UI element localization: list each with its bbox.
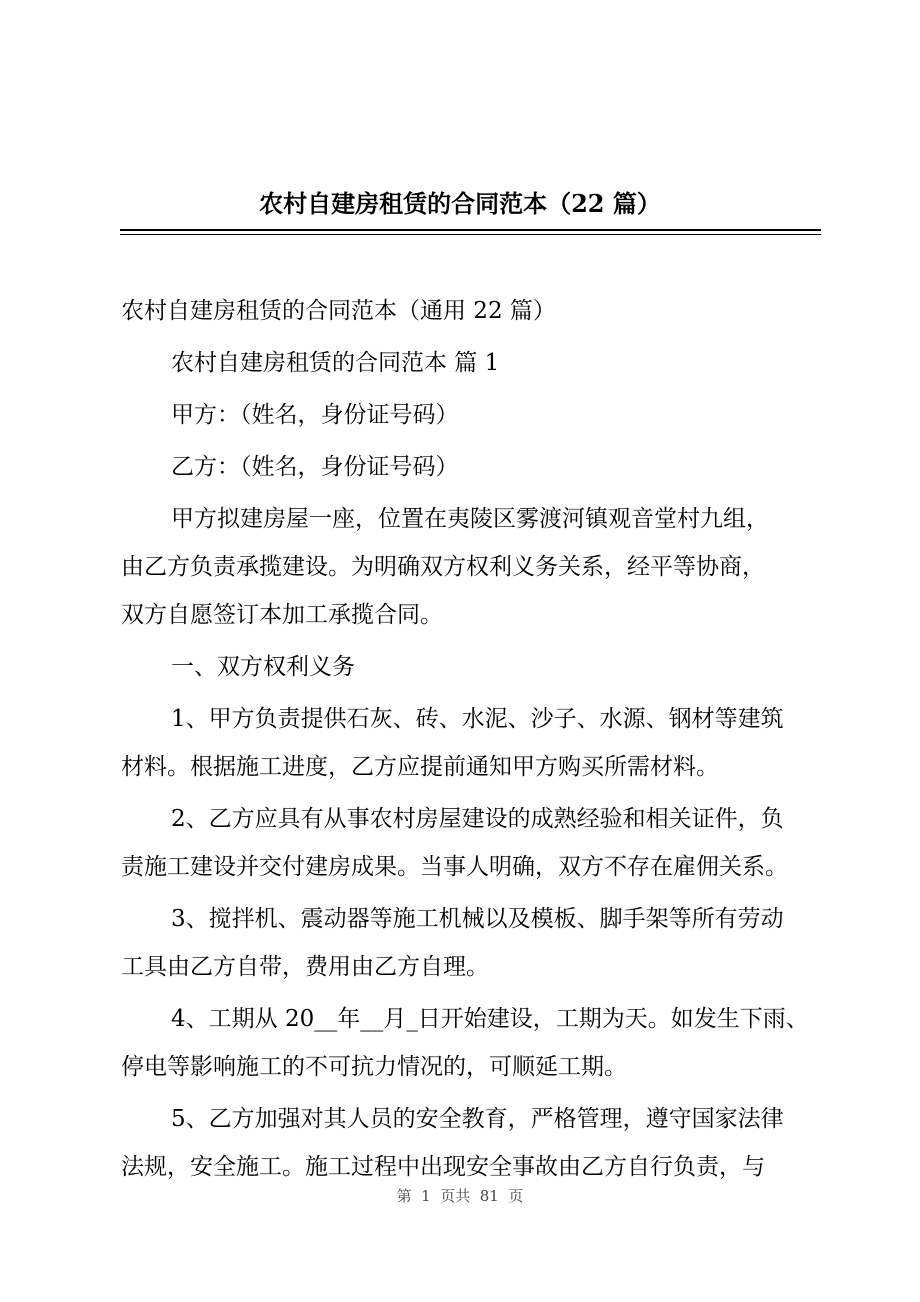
paragraph-clause-2 [121,802,831,902]
paragraph-subtitle: 农村自建房租赁的合同范本（通用 22 篇） [121,298,556,324]
paragraph-line: 双方自愿签订本加工承揽合同。 [121,602,443,628]
document-title: 农村自建房租赁的合同范本（22 篇） [259,189,661,218]
paragraph-clause-1 [121,702,831,802]
paragraph-party-a: 甲方：（姓名，身份证号码） [171,402,459,428]
paragraph-line: 2、乙方应具有从事农村房屋建设的成熟经验和相关证件，负 [171,806,784,832]
paragraph-intro [121,502,831,650]
paragraph-line: 4、工期从 20__年__月_日开始建设，工期为天。如发生下雨、 [171,1006,809,1032]
paragraph-clause-5 [121,1102,831,1198]
paragraph-line: 由乙方负责承揽建设。为明确双方权利义务关系，经平等协商， [121,554,765,580]
title-rule-thick [120,229,821,231]
paragraph-line: 甲方拟建房屋一座，位置在夷陵区雾渡河镇观音堂村九组， [171,506,769,532]
paragraph-rights-heading: 一、双方权利义务 [171,654,355,680]
page-footer: 第 1 页共 81 页 [396,1187,524,1205]
paragraph-line: 责施工建设并交付建房成果。当事人明确，双方不存在雇佣关系。 [121,854,788,880]
paragraph-line: 3、搅拌机、震动器等施工机械以及模板、脚手架等所有劳动 [171,906,784,932]
title-rule-thin [120,234,821,235]
document-body [121,294,831,1198]
paragraph-party-b: 乙方：（姓名，身份证号码） [171,454,459,480]
paragraph-line: 5、乙方加强对其人员的安全教育，严格管理，遵守国家法律 [171,1106,784,1132]
paragraph-line: 停电等影响施工的不可抗力情况的，可顺延工期。 [121,1054,627,1080]
paragraph-line: 1、甲方负责提供石灰、砖、水泥、沙子、水源、钢材等建筑 [171,706,784,732]
paragraph-clause-4 [121,1002,831,1102]
paragraph-line: 材料。根据施工进度，乙方应提前通知甲方购买所需材料。 [121,754,719,780]
paragraph-line: 法规，安全施工。施工过程中出现安全事故由乙方自行负责，与 [121,1154,765,1180]
paragraph-line: 工具由乙方自带，费用由乙方自理。 [121,954,489,980]
paragraph-clause-3 [121,902,831,1002]
paragraph-section-heading: 农村自建房租赁的合同范本 篇 1 [171,350,500,376]
